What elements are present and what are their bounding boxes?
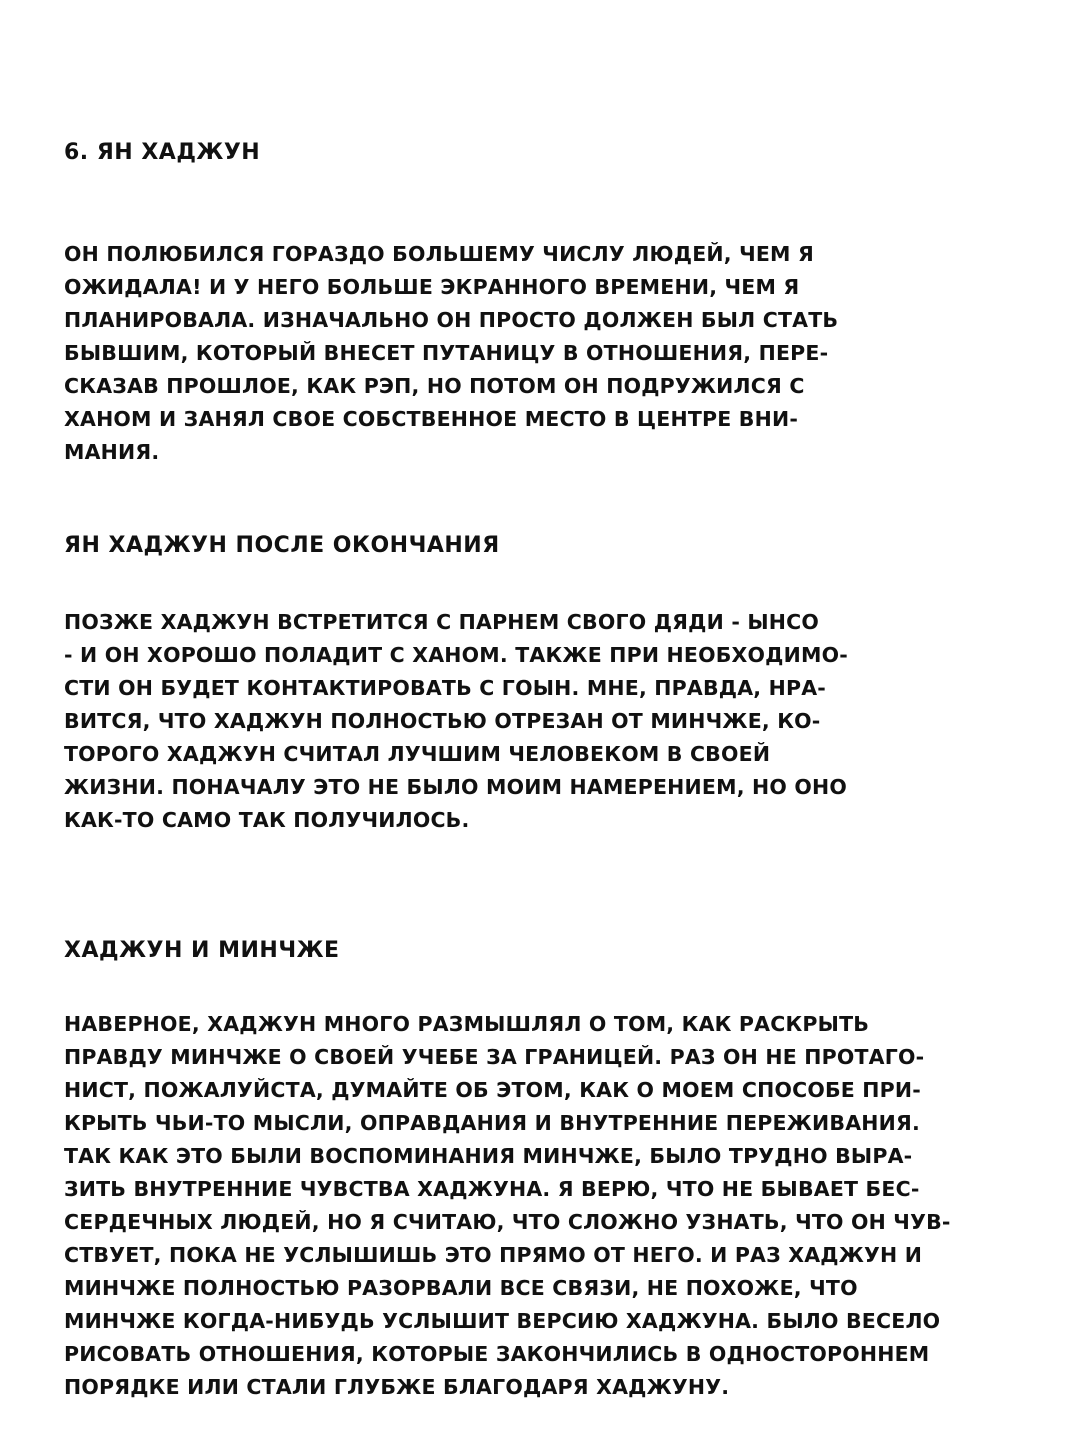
text-line: ЗИТЬ ВНУТРЕННИЕ ЧУВСТВА ХАДЖУНА. Я ВЕРЮ, ЧТО НЕ БЫВАЕТ БЕС- <box>64 1177 920 1201</box>
text-line: ПРАВДУ МИНЧЖЕ О СВОЕЙ УЧЕБЕ ЗА ГРАНИЦЕЙ. РАЗ ОН НЕ ПРОТАГО- <box>64 1045 925 1069</box>
section-paragraph-yan-hajun <box>64 238 838 469</box>
text-line: СТВУЕТ, ПОКА НЕ УСЛЫШИШЬ ЭТО ПРЯМО ОТ НЕГО. И РАЗ ХАДЖУН И <box>64 1243 923 1267</box>
text-line: МАНИЯ. <box>64 440 160 464</box>
text-line: БЫВШИМ, КОТОРЫЙ ВНЕСЕТ ПУТАНИЦУ В ОТНОШЕНИЯ, ПЕРЕ- <box>64 341 829 365</box>
section-heading-hajun-and-minjae: ХАДЖУН И МИНЧЖЕ <box>64 938 340 963</box>
text-line: ОН ПОЛЮБИЛСЯ ГОРАЗДО БОЛЬШЕМУ ЧИСЛУ ЛЮДЕЙ, ЧЕМ Я <box>64 242 814 266</box>
section-heading-yan-hajun: 6. ЯН ХАДЖУН <box>64 140 261 165</box>
section-paragraph-hajun-and-minjae <box>64 1008 951 1404</box>
text-line: ПОРЯДКЕ ИЛИ СТАЛИ ГЛУБЖЕ БЛАГОДАРЯ ХАДЖУНУ. <box>64 1375 730 1399</box>
text-line: МИНЧЖЕ ПОЛНОСТЬЮ РАЗОРВАЛИ ВСЕ СВЯЗИ, НЕ ПОХОЖЕ, ЧТО <box>64 1276 858 1300</box>
text-line: МИНЧЖЕ КОГДА-НИБУДЬ УСЛЫШИТ ВЕРСИЮ ХАДЖУНА. БЫЛО ВЕСЕЛО <box>64 1309 941 1333</box>
text-line: ВИТСЯ, ЧТО ХАДЖУН ПОЛНОСТЬЮ ОТРЕЗАН ОТ МИНЧЖЕ, КО- <box>64 709 821 733</box>
text-line: ПОЗЖЕ ХАДЖУН ВСТРЕТИТСЯ С ПАРНЕМ СВОГО ДЯДИ - ЫНСО <box>64 610 820 634</box>
text-line: КАК-ТО САМО ТАК ПОЛУЧИЛОСЬ. <box>64 808 470 832</box>
text-line: ТОРОГО ХАДЖУН СЧИТАЛ ЛУЧШИМ ЧЕЛОВЕКОМ В СВОЕЙ <box>64 742 771 766</box>
text-line: НИСТ, ПОЖАЛУЙСТА, ДУМАЙТЕ ОБ ЭТОМ, КАК О МОЕМ СПОСОБЕ ПРИ- <box>64 1078 921 1102</box>
text-line: - И ОН ХОРОШО ПОЛАДИТ С ХАНОМ. ТАКЖЕ ПРИ НЕОБХОДИМО- <box>64 643 848 667</box>
section-paragraph-after-ending <box>64 606 848 837</box>
text-line: СТИ ОН БУДЕТ КОНТАКТИРОВАТЬ С ГОЫН. МНЕ, ПРАВДА, НРА- <box>64 676 826 700</box>
text-line: ХАНОМ И ЗАНЯЛ СВОЕ СОБСТВЕННОЕ МЕСТО В ЦЕНТРЕ ВНИ- <box>64 407 799 431</box>
text-line: ПЛАНИРОВАЛА. ИЗНАЧАЛЬНО ОН ПРОСТО ДОЛЖЕН БЫЛ СТАТЬ <box>64 308 839 332</box>
text-line: СКАЗАВ ПРОШЛОЕ, КАК РЭП, НО ПОТОМ ОН ПОДРУЖИЛСЯ С <box>64 374 805 398</box>
text-line: ОЖИДАЛА! И У НЕГО БОЛЬШЕ ЭКРАННОГО ВРЕМЕНИ, ЧЕМ Я <box>64 275 800 299</box>
text-line: СЕРДЕЧНЫХ ЛЮДЕЙ, НО Я СЧИТАЮ, ЧТО СЛОЖНО УЗНАТЬ, ЧТО ОН ЧУВ- <box>64 1210 951 1234</box>
text-line: ТАК КАК ЭТО БЫЛИ ВОСПОМИНАНИЯ МИНЧЖЕ, БЫЛО ТРУДНО ВЫРА- <box>64 1144 913 1168</box>
section-heading-after-ending: ЯН ХАДЖУН ПОСЛЕ ОКОНЧАНИЯ <box>64 533 500 558</box>
text-line: РИСОВАТЬ ОТНОШЕНИЯ, КОТОРЫЕ ЗАКОНЧИЛИСЬ В ОДНОСТОРОННЕМ <box>64 1342 930 1366</box>
text-line: НАВЕРНОЕ, ХАДЖУН МНОГО РАЗМЫШЛЯЛ О ТОМ, КАК РАСКРЫТЬ <box>64 1012 870 1036</box>
text-line: КРЫТЬ ЧЬИ-ТО МЫСЛИ, ОПРАВДАНИЯ И ВНУТРЕННИЕ ПЕРЕЖИВАНИЯ. <box>64 1111 920 1135</box>
text-line: ЖИЗНИ. ПОНАЧАЛУ ЭТО НЕ БЫЛО МОИМ НАМЕРЕНИЕМ, НО ОНО <box>64 775 847 799</box>
